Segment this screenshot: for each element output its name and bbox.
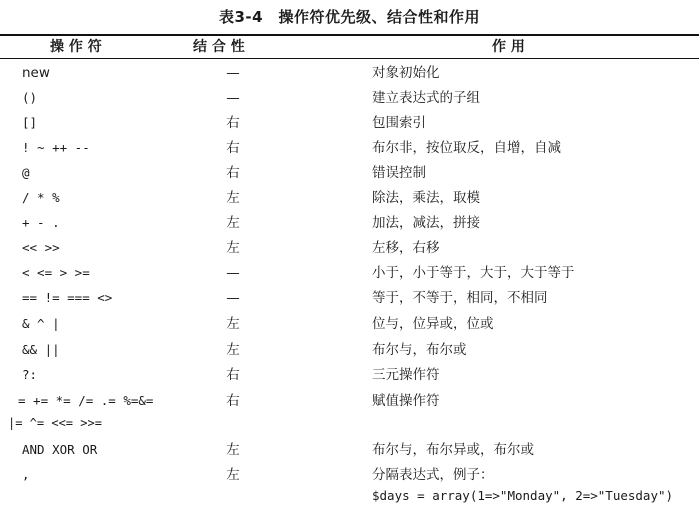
associativity-cell: 左 (226, 467, 240, 483)
function-cell: 赋值操作符 (372, 393, 440, 409)
table-row (0, 211, 699, 235)
function-cell: 布尔与，布尔或 (372, 342, 467, 358)
associativity-cell: — (226, 265, 240, 281)
header-operators: 操 作 符 (50, 39, 102, 55)
function-cell: 对象初始化 (372, 65, 440, 81)
operator-cell: () (22, 90, 38, 105)
function-cell: 等于，不等于，相同，不相同 (372, 290, 548, 306)
associativity-cell: 左 (226, 442, 240, 458)
associativity-cell: 右 (226, 140, 240, 156)
table-row (0, 438, 699, 462)
header-function: 作 用 (492, 39, 525, 55)
function-cell: 左移，右移 (372, 240, 440, 256)
table-row (0, 136, 699, 160)
function-cell: 布尔非，按位取反，自增，自减 (372, 140, 561, 156)
table-row (0, 161, 699, 185)
header-associativity: 结 合 性 (193, 39, 245, 55)
operator-cell: = += *= /= .= %=&= (18, 393, 154, 408)
table-row (0, 463, 699, 487)
table-row (0, 236, 699, 260)
operator-cell: ?: (22, 367, 38, 382)
table-caption: 表3-4 操作符优先级、结合性和作用 (218, 8, 481, 26)
table-row (0, 363, 699, 387)
associativity-cell: 左 (226, 215, 240, 231)
operator-cell: + - . (22, 215, 60, 230)
operator-cell: < <= > >= (22, 265, 90, 280)
function-cell: 小于，小于等于，大于，大于等于 (372, 265, 575, 281)
table-row (0, 286, 699, 310)
function-cell: 布尔与，布尔异或，布尔或 (372, 442, 534, 458)
operator-cell: @ (22, 165, 30, 180)
associativity-cell: 左 (226, 190, 240, 206)
operator-cell: == != === <> (22, 290, 113, 305)
associativity-cell: 右 (226, 115, 240, 131)
associativity-cell: — (226, 290, 240, 306)
associativity-cell: 右 (226, 165, 240, 181)
associativity-cell: 右 (226, 393, 240, 409)
function-cell: 位与，位异或，位或 (372, 316, 494, 332)
table-row (0, 61, 699, 85)
associativity-cell: 左 (226, 316, 240, 332)
header-rule (0, 58, 699, 59)
associativity-cell: 左 (226, 342, 240, 358)
function-cell: 加法，减法，拼接 (372, 215, 480, 231)
associativity-cell: 右 (226, 367, 240, 383)
operator-cell: [] (22, 115, 38, 130)
table-row (0, 111, 699, 135)
associativity-cell: 左 (226, 240, 240, 256)
table-row (0, 186, 699, 210)
table-row (0, 389, 699, 413)
table-row (0, 338, 699, 362)
operator-cell: , (22, 467, 30, 482)
header-row (0, 36, 699, 58)
table-row (0, 86, 699, 110)
table-row (0, 312, 699, 336)
function-cell: 除法，乘法，取模 (372, 190, 480, 206)
associativity-cell: — (226, 90, 240, 106)
associativity-cell: — (226, 65, 240, 81)
assignment-operators-continuation: |= ^= <<= >>= (8, 416, 102, 430)
function-cell: 分隔表达式，例子： (372, 467, 494, 483)
operator-cell: AND XOR OR (22, 442, 98, 457)
function-cell: 三元操作符 (372, 367, 440, 383)
operator-cell: && || (22, 342, 60, 357)
operator-cell: << >> (22, 240, 60, 255)
operator-cell: ! ~ ++ -- (22, 140, 90, 155)
function-cell: 建立表达式的子组 (372, 90, 480, 106)
table-row (0, 261, 699, 285)
function-cell: 错误控制 (372, 165, 426, 181)
example-code: $days = array(1=>"Monday", 2=>"Tuesday") (372, 488, 674, 503)
operator-cell: / * % (22, 190, 60, 205)
operator-cell: new (22, 65, 50, 81)
function-cell: 包围索引 (372, 115, 426, 131)
operator-cell: & ^ | (22, 316, 60, 331)
